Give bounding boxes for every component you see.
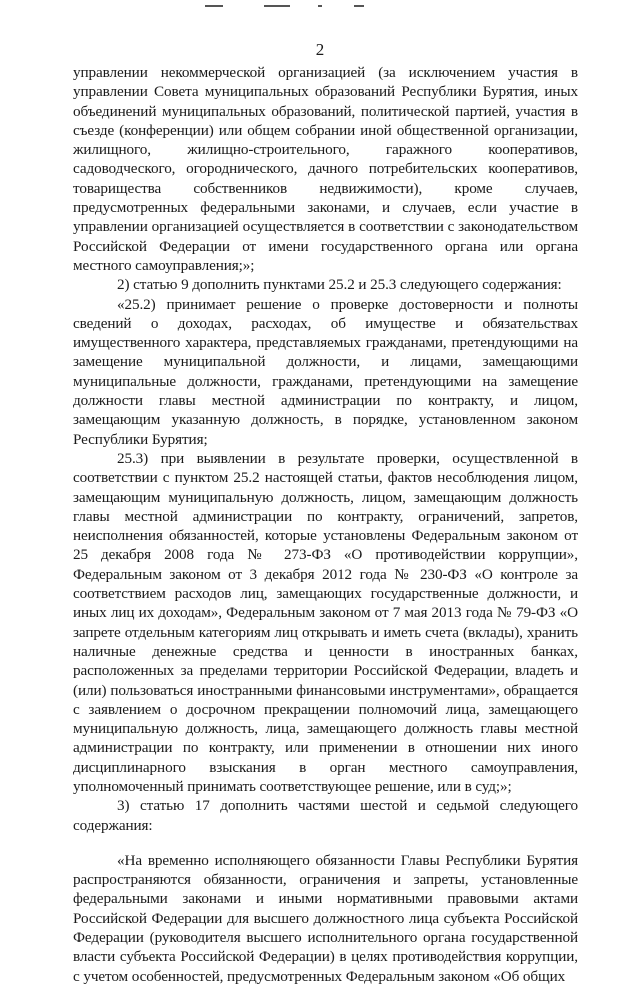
page-number: 2: [315, 40, 325, 59]
paragraph-item-2: 2) статью 9 дополнить пунктами 25.2 и 25.3 следующего содержания:: [117, 276, 562, 294]
paragraph-continuation: управлении некоммерческой организацией (за исключением участия в управлении Совета муниципальных образований Республики Бурятия, иных объединений муниципальных образований, политической партией, участия в съезде (конференции) или общем собрании иной общественной организации, жилищного, жилищно-строительного, гаражного кооперативов, садоводческого, огороднического, дачного потребительских кооперативов, товарищества собственников недвижимости), кроме случаев, предусмотренных федеральными законами, и случаев, если участие в управлении организацией осуществляется в соответствии с законодательством Российской Федерации от имени государственного органа или органа местного самоуправления;»;: [73, 64, 578, 274]
paragraph-25-3: 25.3) при выявлении в результате проверки, осуществленной в соответствии с пунктом 25.2 настоящей статьи, фактов несоблюдения лицом, замещающим муниципальную должность, лицом, замещающим должность главы местной администрации по контракту, ограничений, запретов, неисполнения обязанностей, которые установлены Федеральным законом от 25 декабря 2008 года № 273-ФЗ «О противодействии коррупции», Федеральным законом от 3 декабря 2012 года № 230-ФЗ «О контроле за соответствием расходов лиц, замещающих государственные должности, и иных лиц их доходам», Федеральным законом от 7 мая 2013 года № 79-ФЗ «О запрете отдельным категориям лиц открывать и иметь счета (вклады), хранить наличные денежные средства и ценности в иностранных банках, расположенных за пределами территории Российской Федерации, владеть и (или) пользоваться иностранными финансовыми инструментами», обращается с заявлением о досрочном прекращении полномочий лица, замещающего муниципальную должность, лица, замещающего должность главы местной администрации по контракту, или применении в отношении них иного дисциплинарного взыскания в орган местного самоуправления, уполномоченный принимать соответствующее решение, или в суд;»;: [73, 449, 578, 795]
paragraph-item-3: 3) статью 17 дополнить частями шестой и седьмой следующего содержания:: [73, 797, 578, 834]
paragraph-quote-article-17: «На временно исполняющего обязанности Главы Республики Бурятия распространяются обязанности, ограничения и запреты, установленные федеральными законами и иными нормативными правовыми актами Российской Федерации для высшего должностного лица субъекта Российской Федерации (руководителя высшего исполнительного органа государственной власти субъекта Российской Федерации) в целях противодействия коррупции, с учетом особенностей, предусмотренных Федеральным законом «Об общих: [73, 851, 578, 985]
document-body: [73, 63, 578, 986]
paragraph-quote-25-2: «25.2) принимает решение о проверке достоверности и полноты сведений о доходах, расходах, об имуществе и обязательствах имущественного характера, представляемых гражданами, претендующими на замещение муниципальной должности, и лицами, замещающими муниципальные должности, гражданами, претендующими на замещение должности главы местной администрации по контракту, и лицом, замещающим указанную должность, в порядке, установленном законом Республики Бурятия;: [73, 295, 578, 448]
scan-artifact-marks: [0, 5, 640, 11]
